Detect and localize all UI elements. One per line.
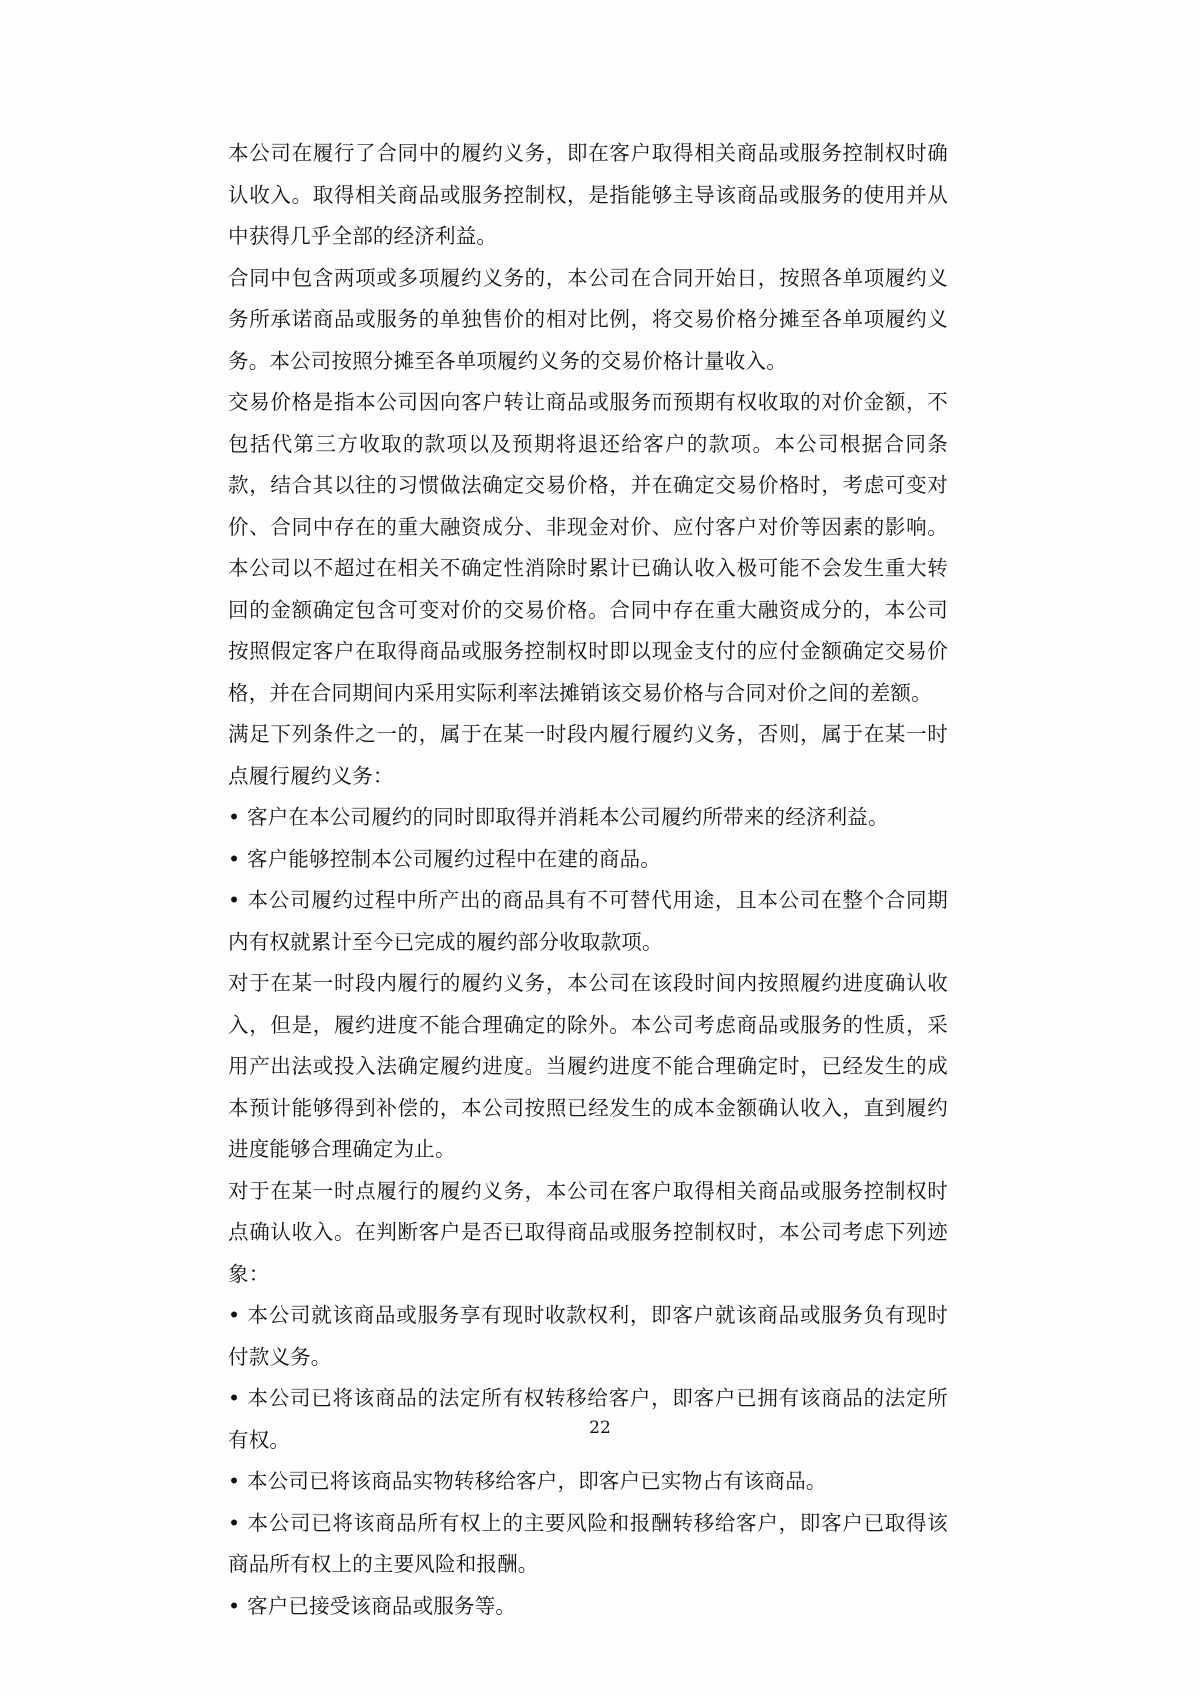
list-item: • 本公司已将该商品的法定所有权转移给客户，即客户已拥有该商品的法定所有权。 xyxy=(228,1386,948,1452)
paragraph: 满足下列条件之一的，属于在某一时段内履行履约义务，否则，属于在某一时点履行履约义务： xyxy=(228,722,948,788)
paragraph: 合同中包含两项或多项履约义务的，本公司在合同开始日，按照各单项履约义务所承诺商品或服务的单独售价的相对比例，将交易价格分摊至各单项履约义务。本公司按照分摊至各单项履约义务的交易价格计量收入。 xyxy=(228,265,948,373)
paragraph: 对于在某一时段内履行的履约义务，本公司在该段时间内按照履约进度确认收入，但是，履约进度不能合理确定的除外。本公司考虑商品或服务的性质，采用产出法或投入法确定履约进度。当履约进度不能合理确定时，已经发生的成本预计能够得到补偿的，本公司按照已经发生的成本金额确认收入，直到履约进度能够合理确定为止。 xyxy=(228,971,948,1161)
list-item: • 客户能够控制本公司履约过程中在建的商品。 xyxy=(228,846,662,871)
list-item: • 本公司履约过程中所产出的商品具有不可替代用途，且本公司在整个合同期内有权就累计至今已完成的履约部分收取款项。 xyxy=(228,888,948,954)
paragraph: 本公司在履行了合同中的履约义务，即在客户取得相关商品或服务控制权时确认收入。取得相关商品或服务控制权，是指能够主导该商品或服务的使用并从中获得几乎全部的经济利益。 xyxy=(228,141,948,248)
page-body xyxy=(228,133,948,1627)
list-item: • 本公司已将该商品实物转移给客户，即客户已实物占有该商品。 xyxy=(228,1469,827,1493)
paragraph: 交易价格是指本公司因向客户转让商品或服务而预期有权收取的对价金额，不包括代第三方收取的款项以及预期将退还给客户的款项。本公司根据合同条款，结合其以往的习惯做法确定交易价格，并在确定交易价格时，考虑可变对价、合同中存在的重大融资成分、非现金对价、应付客户对价等因素的影响。本公司以不超过在相关不确定性消除时累计已确认收入极可能不会发生重大转回的金额确定包含可变对价的交易价格。合同中存在重大融资成分的，本公司按照假定客户在取得商品或服务控制权时即以现金支付的应付金额确定交易价格，并在合同期间内采用实际利率法摊销该交易价格与合同对价之间的差额。 xyxy=(228,390,948,705)
paragraph: 对于在某一时点履行的履约义务，本公司在客户取得相关商品或服务控制权时点确认收入。在判断客户是否已取得商品或服务控制权时，本公司考虑下列迹象： xyxy=(228,1178,948,1286)
list-item: • 本公司就该商品或服务享有现时收款权利，即客户就该商品或服务负有现时付款义务。 xyxy=(228,1303,948,1369)
list-item: • 本公司已将该商品所有权上的主要风险和报酬转移给客户，即客户已取得该商品所有权上的主要风险和报酬。 xyxy=(228,1510,948,1576)
page-number: 22 xyxy=(589,1418,611,1438)
list-item: • 客户已接受该商品或服务等。 xyxy=(228,1593,517,1618)
list-item: • 客户在本公司履约的同时即取得并消耗本公司履约所带来的经济利益。 xyxy=(228,805,889,829)
